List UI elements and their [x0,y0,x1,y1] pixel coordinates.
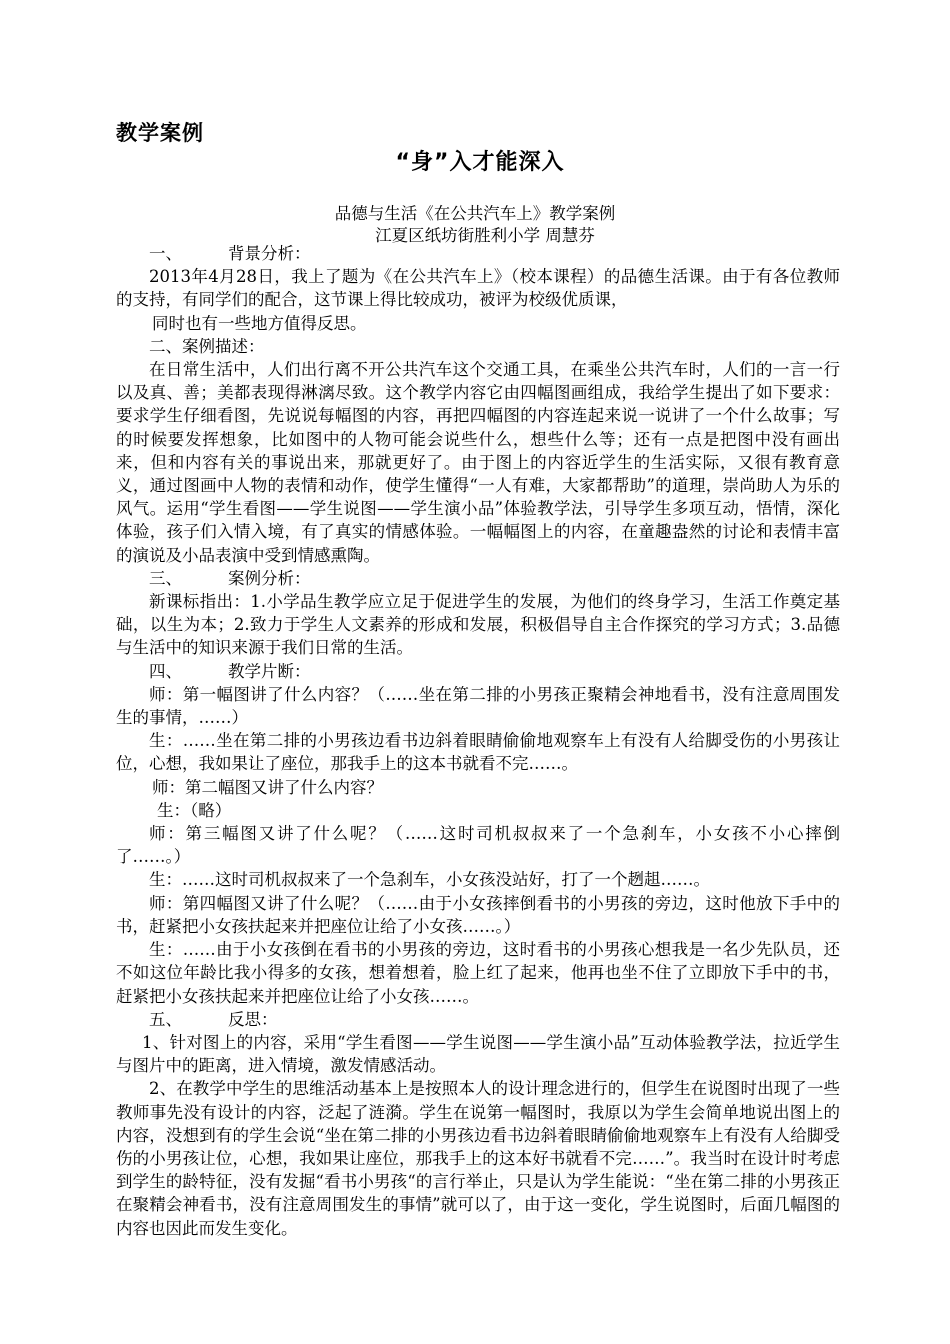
dialogue-line: 生：……这时司机叔叔来了一个急刹车，小女孩没站好，打了一个趔趄……。 [149,870,710,890]
section-heading-2: 二、案例描述： [149,336,265,356]
reflection-item: 1、针对图上的内容，采用“学生看图——学生说图——学生演小品”互动体验教学法，拉近学生与图片中的距离，进入情境，激发情感活动。 [116,1032,840,1076]
document-author: 江夏区纸坊街胜利小学 周慧芬 [375,226,595,245]
section-number: 五、 [149,1009,182,1029]
dialogue-line: 师：第四幅图又讲了什么呢？（……由于小女孩摔倒看书的小男孩的旁边，这时他放下手中的书，赶紧把小女孩扶起来并把座位让给了小女孩……。） [116,893,840,936]
reflection-item: 2、在教学中学生的思维活动基本上是按照本人的设计理念进行的，但学生在说图时出现了一些教师事先没有设计的内容，泛起了涟漪。学生在说第一幅图时，我原以为学生会简单地说出图上的内容，没想到有的学生会说“坐在第二排的小男孩边看书边斜着眼睛偷偷地观察车上有没有人给脚受伤的小男孩让位，心想，我如果让座位，那我手上的这本好书就看不完……”。我当时在设计时考虑到学生的龄特征，没有发掘“看书小男孩“的言行举止，只是认为学生能说：“坐在第二排的小男孩正在聚精会神看书，没有注意周围发生的事情”就可以了，由于这一变化，学生说图时，后面几幅图的内容也因此而发生变化。 [116,1079,840,1238]
paragraph: 在日常生活中，人们出行离不开公共汽车这个交通工具，在乘坐公共汽车时，人们的一言一行以及真、善；美都表现得淋漓尽致。这个教学内容它由四幅图画组成，我给学生提出了如下要求：要求学生仔细看图，先说说每幅图的内容，再把四幅图的内容连起来说一说讲了一个什么故事；写的时候要发挥想象，比如图中的人物可能会说些什么，想些什么等；还有一点是把图中没有画出来，但和内容有关的事说出来，那就更好了。由于图上的内容近学生的生活实际，又很有教育意义，通过图画中人物的表情和动作，使学生懂得“一人有难，大家都帮助”的道理，崇尚助人为乐的风气。运用“学生看图——学生说图——学生演小品”体验教学法，引导学生多项互动，悟情，深化体验，孩子们入情入境，有了真实的情感体验。一幅幅图上的内容，在童趣盎然的讨论和表情丰富的演说及小品表演中受到情感熏陶。 [116,360,840,565]
dialogue-line: 生：（略） [157,800,232,820]
document-body [116,242,840,1240]
document-heading: 教学案例 [116,121,204,145]
dialogue-line: 生：……由于小女孩倒在看书的小男孩的旁边，这时看书的小男孩心想我是一名少先队员，还不如这位年龄比我小得多的女孩，想着想着，脸上红了起来，他再也坐不住了立即放下手中的书，赶紧把小女孩扶起来并把座位让给了小女孩……。 [116,940,840,1006]
paragraph: 新课标指出：1.小学品生教学应立足于促进学生的发展，为他们的终身学习，生活工作奠定基础，以生为本；2.致力于学生人文素养的形成和发展，积极倡导自主合作探究的学习方式；3.品德与生活中的知识来源于我们日常的生活。 [116,592,840,658]
dialogue-line: 师：第一幅图讲了什么内容？（……坐在第二排的小男孩正聚精会神地看书，没有注意周围发生的事情，……） [116,684,840,728]
section-heading-4 [116,660,840,683]
section-heading-3 [116,567,840,590]
paragraph: 同时也有一些地方值得反思。 [152,313,367,333]
section-number: 四、 [149,661,182,681]
document-subtitle: 品德与生活《在公共汽车上》教学案例 [334,204,616,223]
section-title: 教学片断： [228,661,311,681]
dialogue-line: 师：第三幅图又讲了什么呢？（……这时司机叔叔来了一个急刹车，小女孩不小心摔倒了……。） [116,824,840,867]
section-title: 背景分析： [228,244,311,263]
section-heading-5 [116,1008,840,1031]
paragraph: 2013年4月28日，我上了题为《在公共汽车上》（校本课程）的品德生活课。由于有各位教师的支持，有同学们的配合，这节课上得比较成功，被评为校级优质课， [116,267,840,310]
section-heading-1 [116,242,840,265]
section-title: 反思： [228,1009,278,1029]
document-title: “身”入才能深入 [395,150,565,175]
dialogue-line: 师：第二幅图又讲了什么内容？ [152,777,383,797]
section-number: 三、 [149,568,182,588]
section-number: 一、 [149,244,182,263]
dialogue-line: 生：……坐在第二排的小男孩边看书边斜着眼睛偷偷地观察车上有没有人给脚受伤的小男孩让位，心想，我如果让了座位，那我手上的这本书就看不完……。 [116,731,840,774]
section-title: 案例分析： [228,568,311,588]
